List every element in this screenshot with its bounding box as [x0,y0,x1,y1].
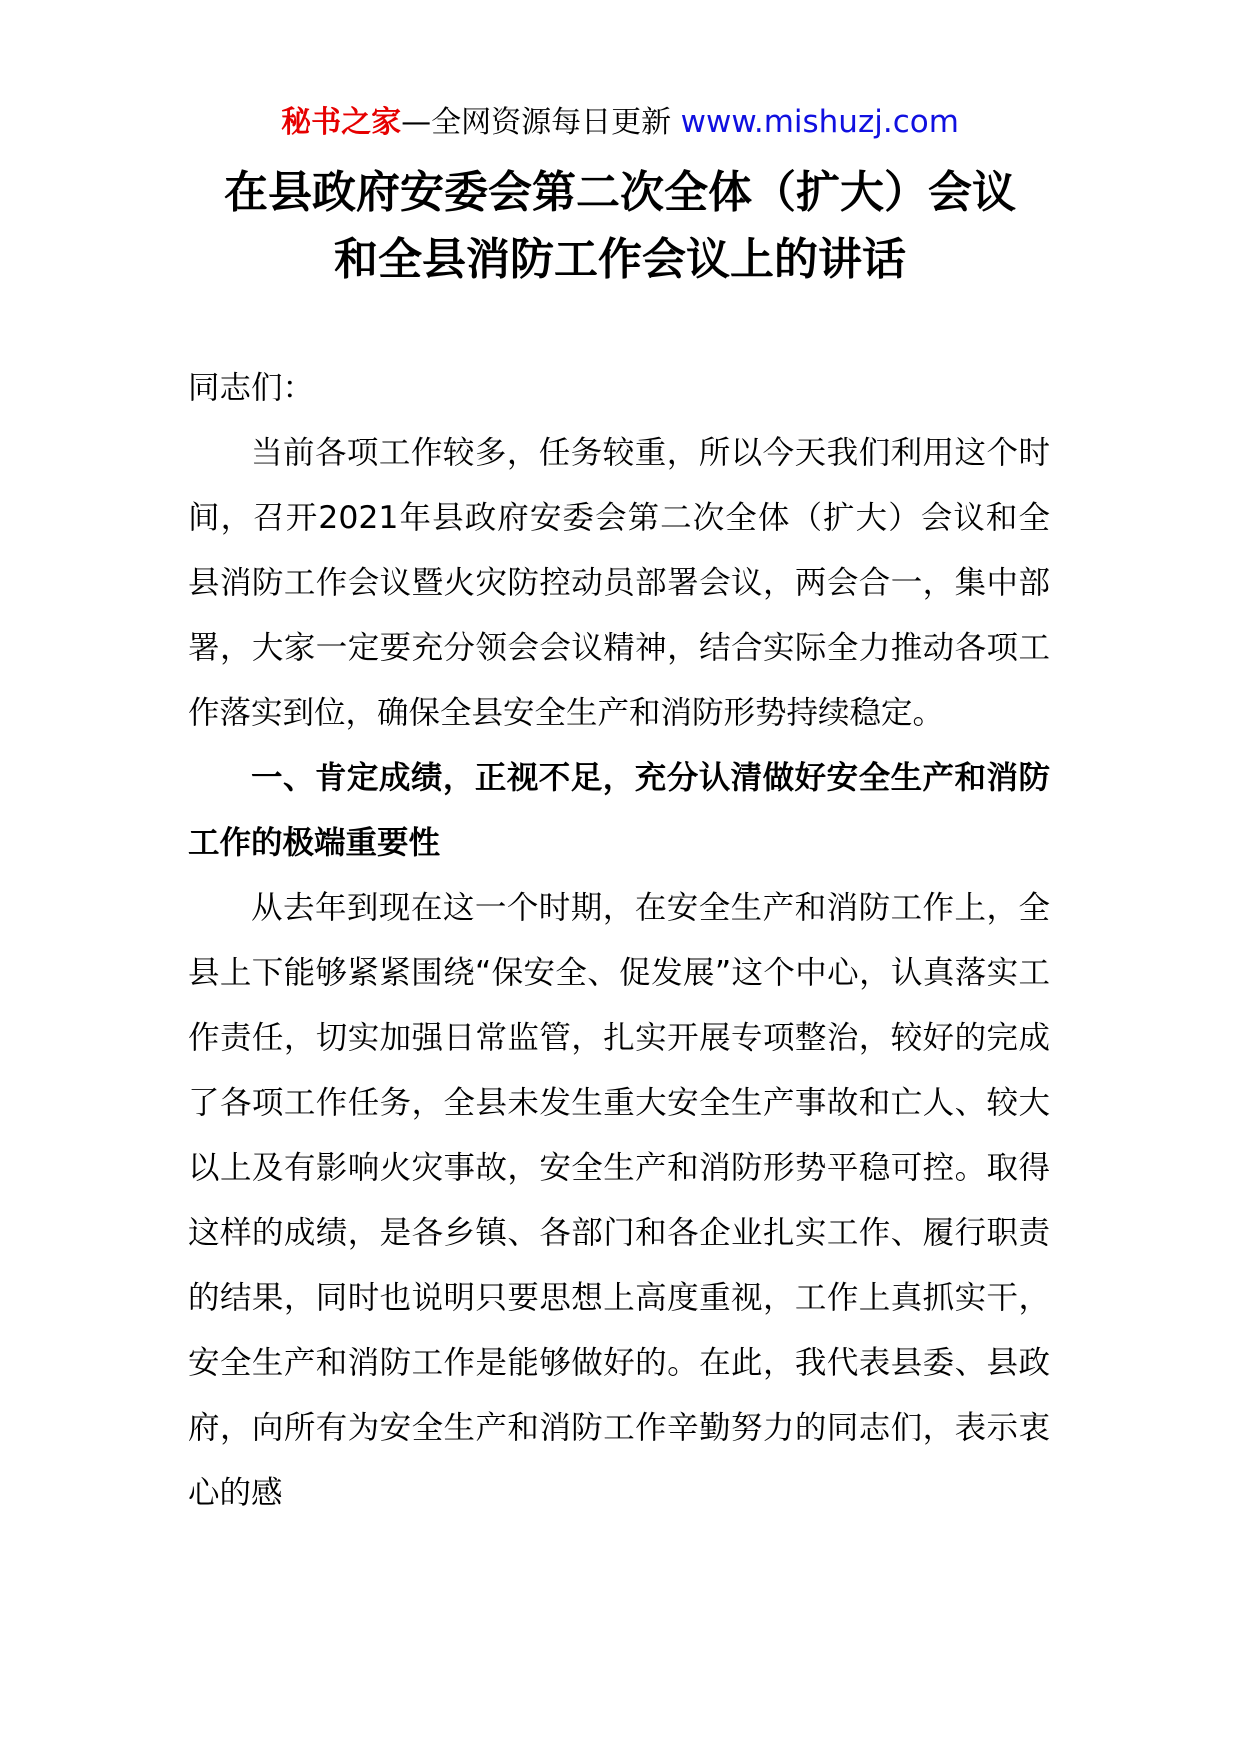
paragraph-achievements: 从去年到现在这一个时期，在安全生产和消防工作上，全县上下能够紧紧围绕“保安全、促发展”这个中心，认真落实工作责任，切实加强日常监管，扎实开展专项整治，较好的完成了各项工作任务，全县未发生重大安全生产事故和亡人、较大以上及有影响火灾事故，安全生产和消防形势平稳可控。取得这样的成绩，是各乡镇、各部门和各企业扎实工作、履行职责的结果，同时也说明只要思想上高度重视，工作上真抓实干，安全生产和消防工作是能够做好的。在此，我代表县委、县政府，向所有为安全生产和消防工作辛勤努力的同志们，表示衷心的感 [188,890,1050,1511]
section-heading-1: 一、肯定成绩，正视不足，充分认清做好安全生产和消防工作的极端重要性 [188,760,1050,861]
document-title-line-1: 在县政府安委会第二次全体（扩大）会议 [224,167,1016,218]
paragraph-intro: 当前各项工作较多，任务较重，所以今天我们利用这个时间，召开2021年县政府安委会第二次全体（扩大）会议和全县消防工作会议暨火灾防控动员部署会议，两会合一，集中部署，大家一定要充分领会会议精神，结合实际全力推动各项工作落实到位，确保全县安全生产和消防形势持续稳定。 [188,435,1050,731]
document-body [188,356,1050,1526]
salutation: 同志们： [188,370,315,406]
site-url-link[interactable]: www.mishuzj.com [680,104,959,140]
site-header [0,100,1240,145]
header-tagline: —全网资源每日更新 [401,105,672,140]
brand-name: 秘书之家 [281,105,402,140]
document-title-line-2: 和全县消防工作会议上的讲话 [334,234,906,285]
